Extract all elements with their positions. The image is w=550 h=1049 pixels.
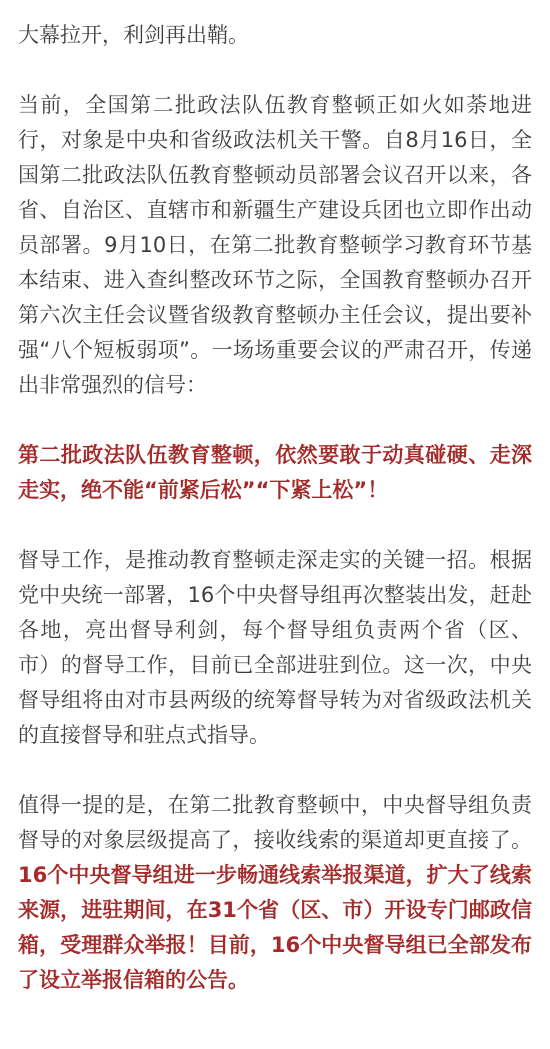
- paragraph-opening: 大幕拉开，利剑再出鞘。: [18, 23, 249, 47]
- paragraph-highlight-signal: 第二批政法队伍教育整顿，依然要敢于动真碰硬、走深走实，绝不能“前紧后松”“下紧上松”！: [18, 443, 532, 502]
- paragraph-reporting-channels: [18, 788, 532, 998]
- paragraph-reporting-normal-text: 值得一提的是，在第二批教育整顿中，中央督导组负责督导的对象层级提高了，接收线索的渠道却更直接了。: [18, 793, 532, 852]
- paragraph-reporting-highlight-text: 16个中央督导组进一步畅通线索举报渠道，扩大了线索来源，进驻期间，在31个省（区、市）开设专门邮政信箱，受理群众举报！目前，16个中央督导组已全部发布了设立举报信箱的公告。: [18, 863, 532, 992]
- paragraph-current-situation: 当前，全国第二批政法队伍教育整顿正如火如荼地进行，对象是中央和省级政法机关干警。自8月16日，全国第二批政法队伍教育整顿动员部署会议召开以来，各省、自治区、直辖市和新疆生产建设兵团也立即作出动员部署。9月10日，在第二批教育整顿学习教育环节基本结束、进入查纠整改环节之际，全国教育整顿办召开第六次主任会议暨省级教育整顿办主任会议，提出要补强“八个短板弱项”。一场场重要会议的严肃召开，传递出非常强烈的信号：: [18, 93, 532, 397]
- paragraph-supervision-work: 督导工作，是推动教育整顿走深走实的关键一招。根据党中央统一部署，16个中央督导组再次整装出发，赶赴各地，亮出督导利剑，每个督导组负责两个省（区、市）的督导工作，目前已全部进驻到位。这一次，中央督导组将由对市县两级的统筹督导转为对省级政法机关的直接督导和驻点式指导。: [18, 548, 532, 747]
